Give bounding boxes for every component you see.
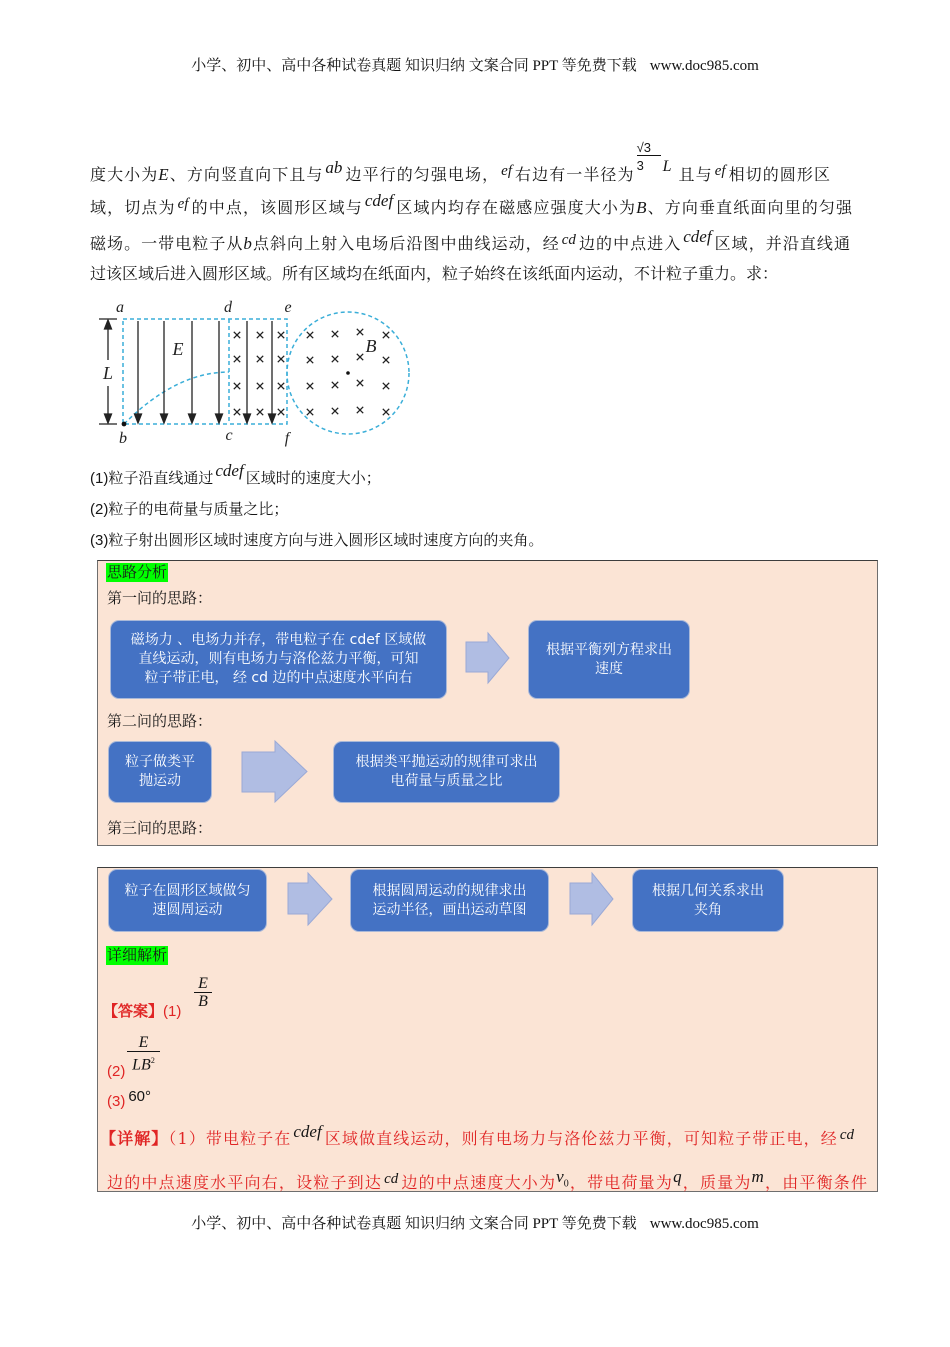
point-b-dot — [122, 422, 127, 427]
text-seg: 过该区域后进入圆形区域。所有区域均在纸面内，粒子始终在该纸面内运动，不计粒子重力。求： — [90, 264, 779, 283]
math-v0 — [556, 1167, 569, 1190]
flow-text-line: 根据几何关系求出 — [652, 882, 764, 899]
flow-text-line: 速度 — [595, 660, 623, 677]
fraction-numerator: √3 — [637, 140, 661, 156]
analysis-badge: 思路分析 — [107, 563, 168, 581]
label-B-field: B — [365, 336, 377, 356]
page-footer — [0, 1214, 950, 1234]
flow-text-line: 粒子做类平 — [125, 754, 195, 770]
flow-step-q3-2 — [350, 869, 549, 932]
flow-text-line: 磁场力 、电场力并存，带电粒子在 cdef 区域做 — [130, 632, 427, 648]
flow-step-q1-1 — [110, 620, 447, 699]
math-q: q — [673, 1167, 682, 1186]
flow-text-line: 夹角 — [694, 901, 722, 918]
label-e: e — [284, 299, 292, 316]
flow-arrow-icon — [288, 873, 332, 925]
answer-number: (1) — [163, 1003, 182, 1020]
text-seg: ，由平衡条件 — [763, 1173, 867, 1192]
math-cdef: cdef — [683, 227, 712, 246]
detail-label: 【详解】 — [100, 1129, 169, 1148]
math-ab: ab — [325, 158, 343, 177]
answer-3 — [107, 1088, 152, 1112]
detail-line-2 — [107, 1167, 867, 1202]
flow-step-q2-1 — [108, 741, 212, 803]
text-seg: （1）带电粒子在 — [168, 1129, 292, 1148]
detail-line-1 — [100, 1122, 856, 1152]
answer-number: (2) — [107, 1063, 126, 1080]
flow-text-line: 根据圆周运动的规律求出 — [372, 882, 527, 899]
text-seg: 、方向竖直向下且与 — [168, 165, 324, 184]
header-site: www.doc985.com — [649, 58, 759, 74]
question-2 — [90, 498, 288, 521]
flow-arrow-icon — [466, 633, 509, 683]
text-seg: 粒子的电荷量与质量之比； — [108, 500, 289, 518]
region-outline — [123, 319, 287, 424]
text-seg: 相切的圆形区 — [727, 165, 830, 184]
math-cdef: cdef — [293, 1122, 322, 1141]
text-seg: 域，切点为 — [90, 198, 176, 217]
denominator-exponent: 2 — [150, 1056, 155, 1065]
math-cd: cd — [384, 1171, 399, 1187]
flow-text-line: 根据类平抛运动的规律可求出 — [355, 754, 538, 770]
flow-step-q3-3 — [632, 869, 784, 932]
q2-approach-label: 第二问的思路： — [107, 712, 213, 730]
flow-text-line: 运动半径，画出运动草图 — [372, 901, 527, 918]
text-seg: 区域内均存在磁感应强度大小为 — [395, 198, 637, 217]
q1-approach-label: 第一问的思路： — [107, 589, 213, 607]
field-diagram — [90, 295, 420, 455]
fraction-numerator: E — [194, 975, 212, 993]
text-seg: 区域时的速度大小； — [245, 469, 381, 487]
flow-text-line: 根据平衡列方程求出 — [546, 641, 672, 658]
question-3 — [90, 529, 543, 552]
math-cdef: cdef — [364, 191, 394, 210]
label-L: L — [102, 363, 114, 383]
math-ef: ef — [501, 163, 512, 179]
math-cd: cd — [561, 232, 576, 248]
text-seg: 粒子沿直线通过 — [108, 469, 214, 487]
label-c: c — [225, 427, 233, 444]
page-header — [0, 56, 950, 76]
text-seg: 边的中点进入 — [577, 234, 682, 253]
text-seg: 粒子射出圆形区域时速度方向与进入圆形区域时速度方向的夹角。 — [108, 531, 544, 549]
math-v: v — [556, 1167, 564, 1186]
flow-text-line: 粒子在圆形区域做匀 — [124, 882, 251, 899]
flow-arrow-icon — [242, 741, 307, 802]
label-d: d — [224, 299, 232, 316]
text-seg: 区域做直线运动，则有电场力与洛伦兹力平衡，可知粒子带正电，经 — [323, 1129, 838, 1148]
math-L: L — [662, 158, 672, 175]
text-seg: 右边有一半径为 — [513, 165, 635, 184]
answer-label: 【答案】 — [103, 1002, 164, 1020]
question-1 — [90, 461, 381, 490]
text-seg: 边的中点速度水平向右，设粒子到达 — [107, 1173, 383, 1192]
fraction-denominator — [127, 1052, 160, 1073]
fraction-denominator: B — [198, 993, 208, 1010]
footer-text: 小学、初中、高中各种试卷真题 知识归纳 文案合同 PPT 等免费下载 — [191, 1216, 637, 1232]
flow-text-line: 粒子带正电， 经 cd 边的中点速度水平向右 — [144, 670, 413, 686]
math-ef: ef — [714, 163, 726, 179]
text-seg: ，质量为 — [681, 1173, 752, 1192]
flow-step-q2-2 — [333, 741, 560, 803]
flow-text-line: 直线运动，则有电场力与洛伦兹力平衡，可知 — [138, 651, 419, 667]
text-seg: 区域，并沿直线通 — [713, 234, 850, 253]
fraction-denominator: 3 — [636, 158, 644, 173]
detail-badge: 详细解析 — [107, 946, 168, 964]
text-seg: 边的中点速度大小为 — [400, 1173, 557, 1192]
question-number: (3) — [90, 532, 109, 549]
label-b: b — [119, 430, 127, 447]
math-m: m — [751, 1167, 764, 1186]
flow-text-line: 速圆周运动 — [152, 901, 223, 918]
problem-line-1 — [90, 140, 830, 188]
answer-2-fraction — [127, 1034, 160, 1073]
header-text: 小学、初中、高中各种试卷真题 知识归纳 文案合同 PPT 等免费下载 — [191, 58, 637, 74]
flow-text-line: 抛运动 — [139, 773, 181, 789]
math-E: E — [158, 165, 169, 184]
problem-line-2 — [90, 191, 852, 221]
text-seg: 点斜向上射入电场后沿图中曲线运动，经 — [251, 234, 560, 253]
math-b: b — [243, 234, 252, 253]
answer-3-value: 60° — [128, 1088, 152, 1105]
question-number: (1) — [90, 470, 109, 487]
text-seg: 且与 — [677, 165, 713, 184]
label-a: a — [116, 299, 124, 316]
flow-text-line: 电荷量与质量之比 — [390, 773, 503, 789]
text-seg: 磁场。一带电粒子从 — [90, 234, 244, 253]
analysis-panel — [97, 560, 878, 846]
answer-2 — [107, 1061, 125, 1082]
answer-1 — [103, 1001, 181, 1022]
fraction-numerator: E — [127, 1034, 160, 1052]
flow-step-q1-2 — [528, 620, 690, 699]
electric-field-arrows — [135, 321, 276, 423]
text-seg: 、方向垂直纸面向里的匀强 — [646, 198, 852, 217]
label-f: f — [284, 430, 290, 447]
math-cdef: cdef — [215, 461, 244, 480]
denominator-base: LB — [132, 1056, 151, 1074]
math-subscript-0: 0 — [563, 1178, 569, 1190]
q3-approach-label: 第三问的思路： — [107, 819, 213, 837]
problem-line-4 — [90, 262, 778, 286]
text-seg: ，带电荷量为 — [568, 1173, 674, 1192]
text-seg: 的中点，该圆形区域与 — [190, 198, 363, 217]
text-seg: 边平行的匀强电场， — [344, 165, 500, 184]
radius-fraction — [636, 140, 661, 180]
answer-1-fraction — [194, 975, 212, 1010]
circle-center-dot — [346, 371, 350, 375]
footer-site: www.doc985.com — [649, 1216, 759, 1232]
problem-line-3 — [90, 227, 850, 257]
math-ef: ef — [177, 196, 189, 212]
math-cd: cd — [839, 1127, 854, 1143]
question-number: (2) — [90, 501, 109, 518]
answer-number: (3) — [107, 1093, 126, 1110]
label-E-field: E — [172, 339, 184, 359]
flow-step-q3-1 — [108, 869, 267, 932]
text-seg: 度大小为 — [90, 165, 159, 184]
flow-arrow-icon — [570, 873, 613, 925]
math-B: B — [636, 198, 647, 217]
